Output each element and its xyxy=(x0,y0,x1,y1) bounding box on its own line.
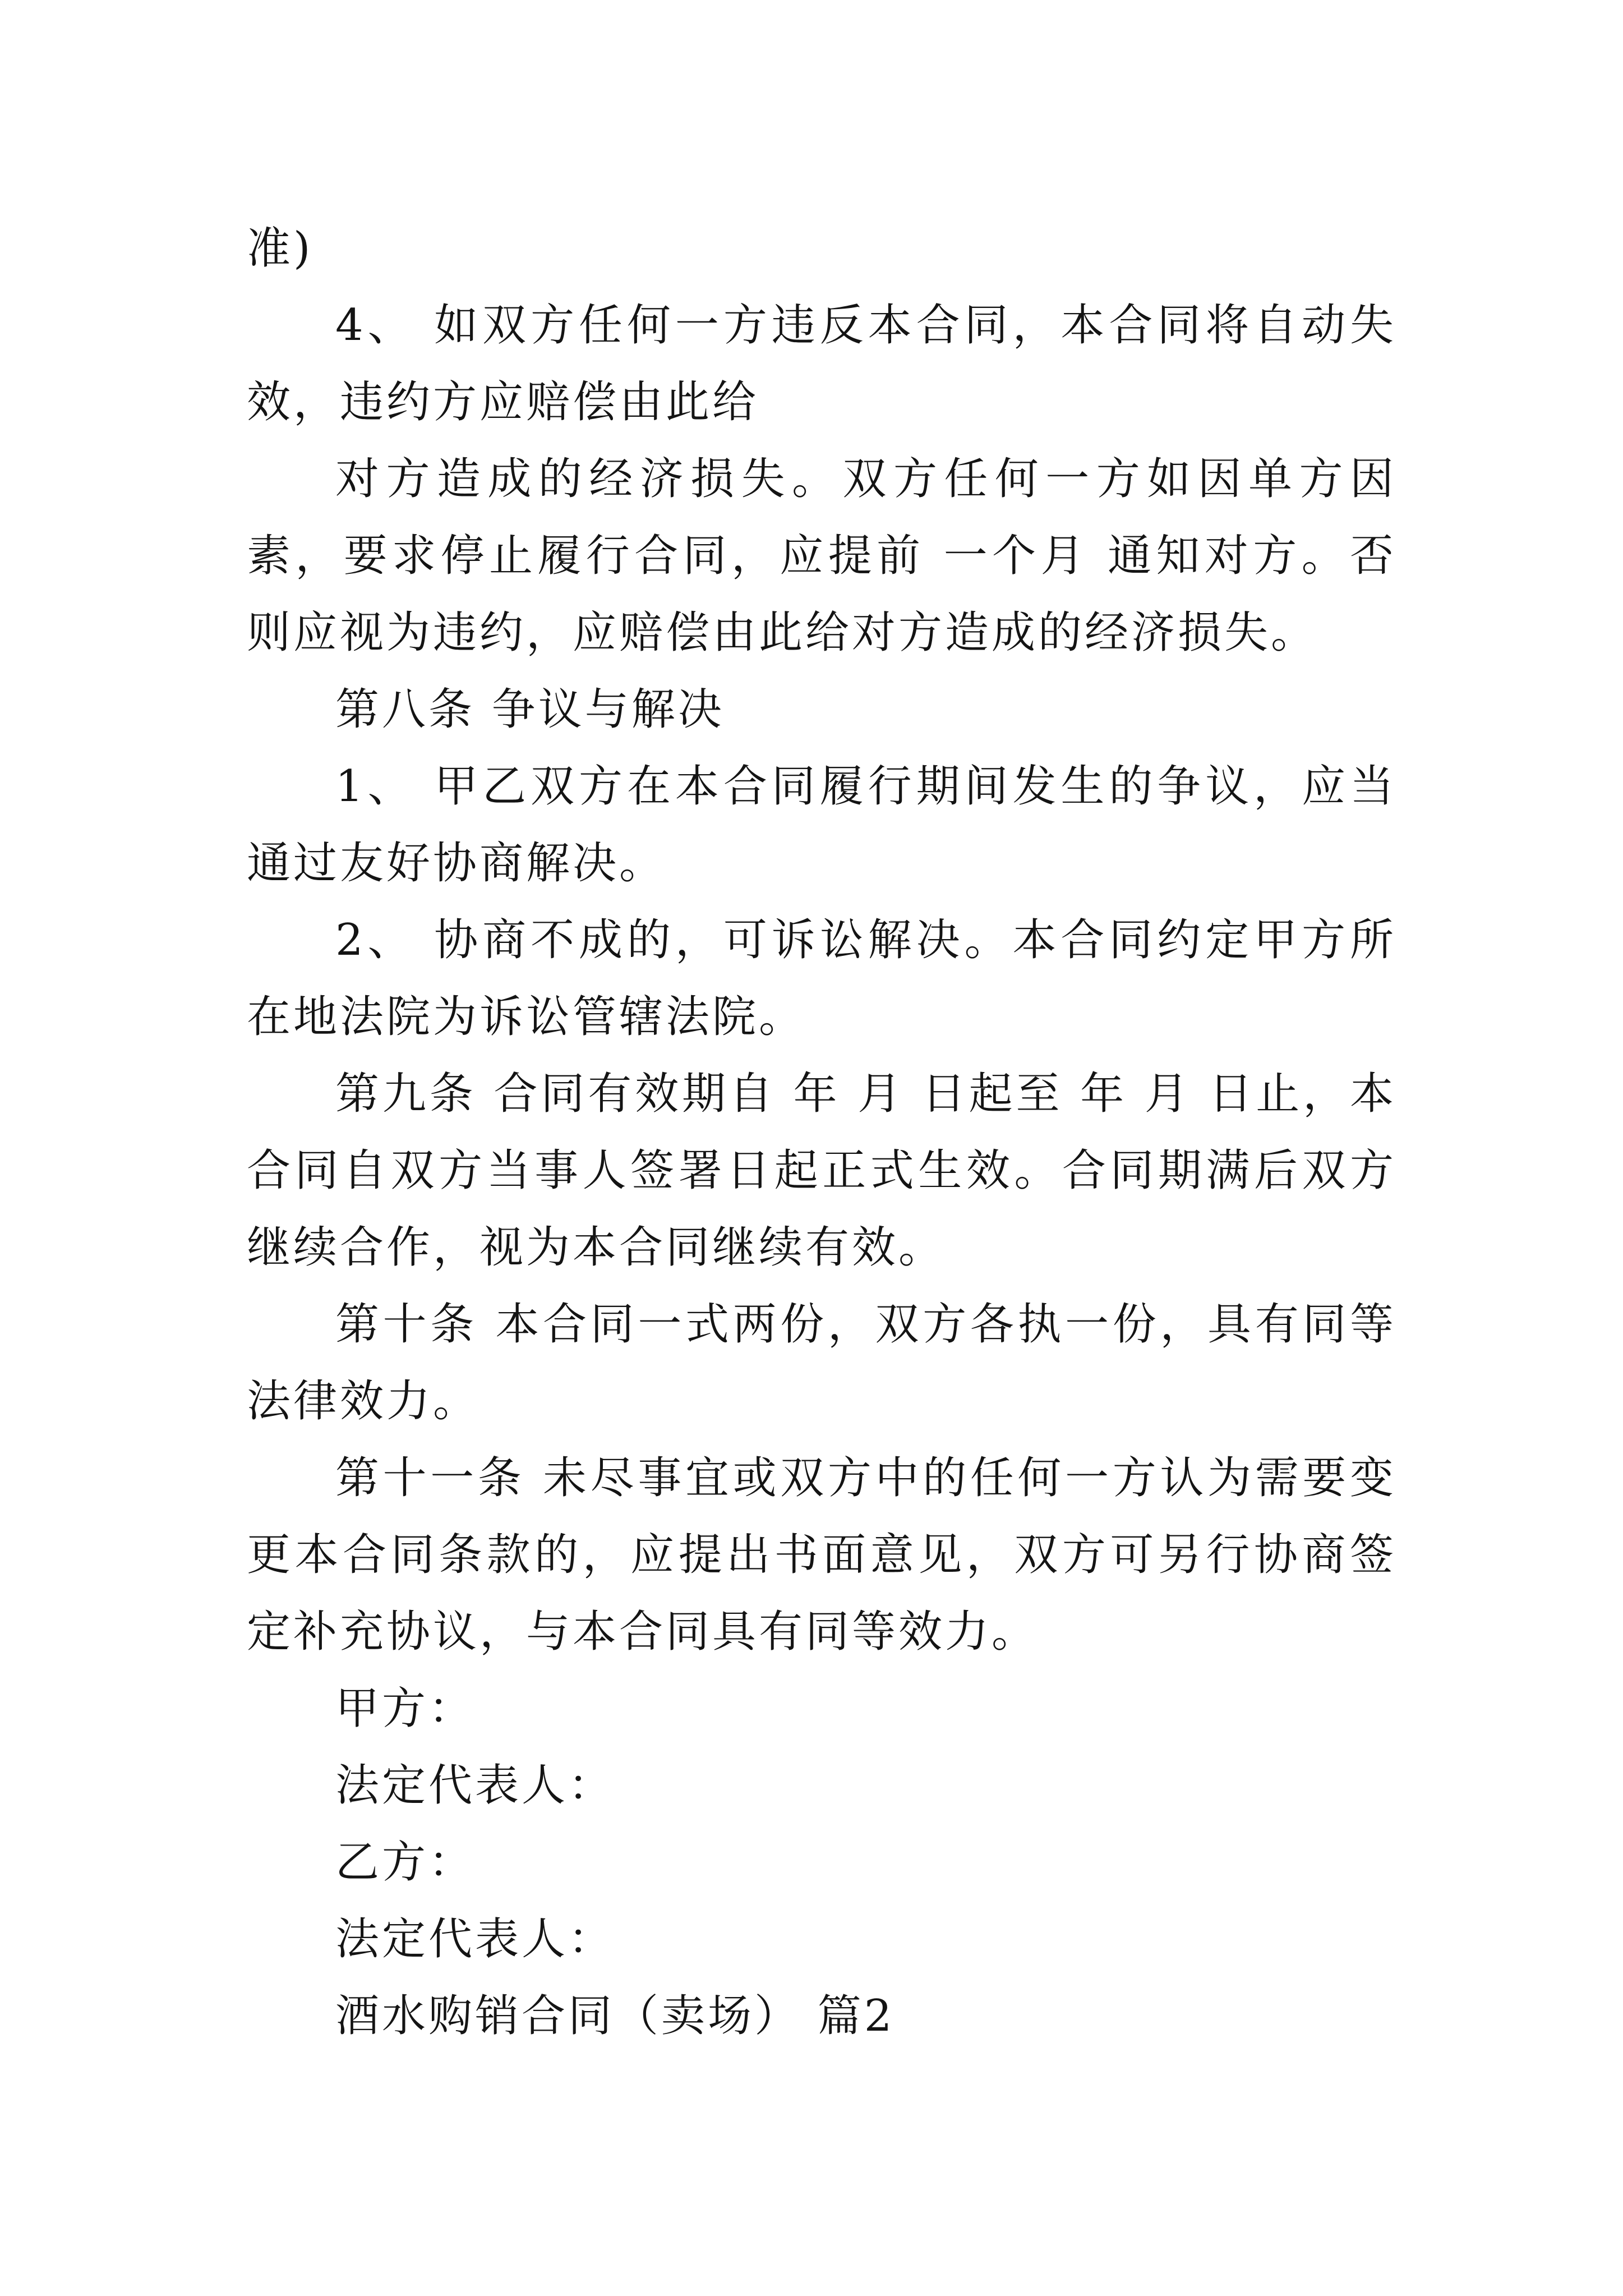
party-b-representative-label: 法定代表人： xyxy=(335,1914,615,1964)
article-8-heading: 第八条 争议与解决 xyxy=(335,684,725,735)
paragraph-continuation: 准) xyxy=(247,223,313,274)
article-11: 第十一条 未尽事宜或双方中的任何一方认为需要变更本合同条款的，应提出书面意见，双方可另行协商签定补充协议，与本合同具有同等效力。 xyxy=(247,1453,1396,1657)
article-8-clause-2: 2、 协商不成的，可诉讼解决。本合同约定甲方所在地法院为诉讼管辖法院。 xyxy=(247,915,1396,1042)
party-a-label: 甲方： xyxy=(335,1683,476,1734)
article-10: 第十条 本合同一式两份，双方各执一份，具有同等法律效力。 xyxy=(247,1299,1396,1427)
document-body xyxy=(247,210,1396,2055)
party-b-label: 乙方： xyxy=(335,1837,476,1888)
paragraph-clause-4: 4、 如双方任何一方违反本合同，本合同将自动失效，违约方应赔偿由此给 xyxy=(247,300,1396,427)
next-contract-title: 酒水购销合同（卖场） 篇2 xyxy=(335,1991,895,2041)
article-8-clause-1: 1、 甲乙双方在本合同履行期间发生的争议，应当通过友好协商解决。 xyxy=(247,761,1396,889)
article-9: 第九条 合同有效期自 年 月 日起至 年 月 日止，本合同自双方当事人签署日起正式生效。合同期满后双方继续合作，视为本合同继续有效。 xyxy=(247,1069,1396,1273)
party-a-representative-label: 法定代表人： xyxy=(335,1760,615,1811)
paragraph-clause-4-continued: 对方造成的经济损失。双方任何一方如因单方因素，要求停止履行合同，应提前 一个月 通知对方。否则应视为违约，应赔偿由此给对方造成的经济损失。 xyxy=(247,454,1396,658)
